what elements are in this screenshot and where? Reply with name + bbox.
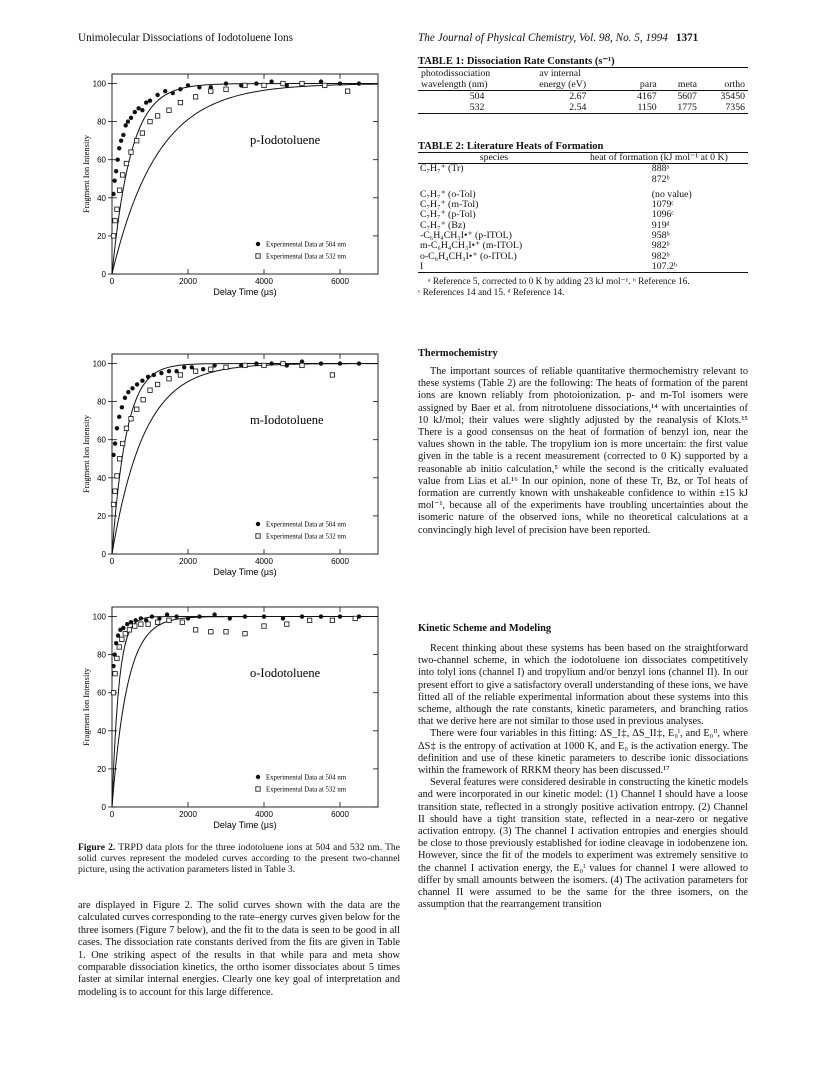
data-point-532nm: [193, 95, 197, 99]
data-point-532nm: [155, 382, 159, 386]
table1-cell: 1775: [677, 102, 697, 113]
data-point-532nm: [124, 161, 128, 165]
data-point-504nm: [121, 133, 125, 137]
legend-label-532nm: Experimental Data at 532 nm: [266, 253, 347, 261]
y-axis-label: Fragment Ion Intensity: [81, 135, 91, 213]
data-point-532nm: [141, 398, 145, 402]
data-point-504nm: [120, 405, 124, 409]
data-point-504nm: [111, 192, 115, 196]
data-point-532nm: [178, 373, 182, 377]
table1-row: [418, 91, 748, 103]
x-axis-label: Delay Time (µs): [213, 567, 277, 577]
panel-label: o-Iodotoluene: [250, 666, 321, 680]
section-paragraph: Several features were considered desirable in constructing the kinetic models and were incorporated in our kinetic model: (1) Channel I should have a loose transition state, reflected in a strongly positive activation entropy. (2) Channel II should have a tight transition state, reflected in a near-zero or negative activation entropy. (3) The channel I activation entropies and energies should be close to those previously established for iodine cleavage in iodobenzene ion. However, since the fit of the models to experiment was extremely sensitive to the channel I activation energy, the E₀ᴵ values for channel I were allowed to differ by small amounts between the isomers. (4) The activation parameters for channel II were assumed to be the same for the three isomers, on the assumption that the rearrangement transition: [418, 777, 748, 911]
data-point-532nm: [285, 622, 289, 626]
data-point-504nm: [121, 626, 125, 630]
table1-head-row-1: [418, 68, 748, 80]
data-point-532nm: [115, 207, 119, 211]
table2-footnote: ᶜ References 14 and 15. ᵈ Reference 14.: [418, 288, 565, 299]
table1-cell: 2.54: [569, 102, 587, 113]
data-point-532nm: [353, 616, 357, 620]
data-point-532nm: [113, 218, 117, 222]
data-point-504nm: [159, 371, 163, 375]
y-tick-label: 60: [97, 435, 106, 445]
data-point-504nm: [212, 612, 216, 616]
data-point-504nm: [130, 386, 134, 390]
data-point-532nm: [178, 100, 182, 104]
x-tick-label: 2000: [179, 277, 197, 286]
section-heading: Thermochemistry: [418, 348, 498, 359]
figure-caption: [78, 842, 400, 875]
x-tick-label: 0: [109, 277, 115, 286]
table2-value: 107.2ᵇ: [651, 260, 677, 272]
data-point-504nm: [140, 378, 144, 382]
data-point-532nm: [243, 363, 247, 367]
table2-species: C₇H₇⁺ (p-Tol): [420, 209, 476, 221]
running-header-right: [418, 32, 698, 44]
y-tick-label: 0: [101, 270, 106, 279]
x-axis-label: Delay Time (µs): [213, 287, 277, 297]
x-axis-label: Delay Time (µs): [213, 820, 277, 830]
data-point-532nm: [345, 89, 349, 93]
data-point-532nm: [300, 81, 304, 85]
data-point-532nm: [281, 81, 285, 85]
table1-head: [700, 68, 748, 80]
legend-marker-532nm: [256, 254, 260, 258]
data-point-504nm: [155, 93, 159, 97]
data-point-504nm: [119, 138, 123, 142]
data-point-504nm: [112, 178, 116, 182]
legend-label-504nm: Experimental Data at 504 nm: [266, 521, 347, 529]
data-point-504nm: [319, 614, 323, 618]
chart-svg: [78, 585, 408, 835]
legend-marker-504nm: [256, 242, 260, 246]
data-point-504nm: [338, 361, 342, 365]
table2-footnote: ᵃ Reference 5, corrected to 0 K by adding 23 kJ mol⁻¹. ᵇ Reference 16.: [428, 277, 690, 288]
table1-grid: [418, 67, 748, 114]
data-point-532nm: [148, 119, 152, 123]
data-point-504nm: [201, 367, 205, 371]
figure-panel-m-iodotoluene: [78, 332, 408, 582]
table2-value: (no value): [651, 188, 692, 200]
data-point-532nm: [262, 363, 266, 367]
data-point-504nm: [150, 614, 154, 618]
table2: [418, 141, 748, 299]
data-point-532nm: [167, 377, 171, 381]
table2-species: I: [420, 260, 424, 272]
data-point-504nm: [148, 98, 152, 102]
data-point-504nm: [165, 612, 169, 616]
table2-species: C₇H₇⁺ (o-Tol): [420, 188, 476, 200]
section-paragraph: The important sources of reliable quantitative thermochemistry relevant to these systems (Table 2) are the following: The heats of formation of the parent ions are known reliably from photoionization. p- and m-Tol isomers were assigned by Baer et al. from nitrotoluene dissociations,¹⁴ with uncertainties of 10 kJ/mol; their values were slightly adjusted by the reanalysis of Klots.¹⁵ There is a good consensus on the heat of formation of benzyl ion, near the values shown in the table. The tropylium ion is more uncertain: the first value given in the table is a recent measurement (corrected to 0 K) supported by a reasonable ab initio calculation,⁵ while the second is the critically evaluated value from Lias et al.¹⁶ In our opinion, none of these Tr, Bz, or Tol heats of formation are currently known with unshakeable confidence to within ±15 kJ mol⁻¹, because all of the experiments have troubling uncertainties about the isomeric nature of the observed ions, while no theoretical calculations at a convincingly high level of precision have been reported.: [418, 366, 748, 536]
y-tick-label: 20: [97, 764, 106, 774]
y-axis-label: Fragment Ion Intensity: [81, 668, 91, 746]
data-point-504nm: [197, 85, 201, 89]
data-point-532nm: [224, 87, 228, 91]
data-point-504nm: [139, 616, 143, 620]
table1-cell: 1150: [637, 102, 657, 113]
table1-row: [418, 102, 748, 114]
data-point-504nm: [243, 614, 247, 618]
data-point-504nm: [126, 119, 130, 123]
table1-cell: 532: [469, 102, 485, 113]
legend-label-504nm: Experimental Data at 504 nm: [266, 241, 347, 249]
data-point-532nm: [224, 630, 228, 634]
data-point-504nm: [152, 373, 156, 377]
table2-head: species: [479, 152, 509, 163]
data-point-532nm: [193, 369, 197, 373]
table2-value: 872ᵇ: [651, 173, 670, 185]
data-point-504nm: [163, 89, 167, 93]
data-point-504nm: [300, 614, 304, 618]
data-point-504nm: [133, 110, 137, 114]
data-point-532nm: [243, 631, 247, 635]
table2-value: 919ᵈ: [651, 219, 670, 231]
table2-species: [418, 175, 570, 188]
legend-marker-532nm: [256, 534, 260, 538]
data-point-532nm: [209, 89, 213, 93]
y-tick-label: 80: [97, 650, 106, 660]
data-point-532nm: [167, 618, 171, 622]
x-tick-label: 2000: [179, 557, 197, 566]
y-tick-label: 100: [92, 612, 106, 622]
figure-panel-o-iodotoluene: [78, 585, 408, 835]
table1: [418, 55, 748, 114]
running-header-left: Unimolecular Dissociations of Iodotoluene Ions: [78, 32, 294, 44]
data-point-532nm: [117, 457, 121, 461]
data-point-532nm: [135, 138, 139, 142]
y-tick-label: 80: [97, 117, 106, 127]
data-point-532nm: [117, 645, 121, 649]
table1-cell: 7356: [725, 102, 745, 113]
table1-title: TABLE 1: Dissociation Rate Constants (s⁻¹): [418, 56, 615, 67]
data-point-504nm: [281, 616, 285, 620]
table2-body: [418, 164, 748, 273]
table1-cell: 504: [469, 91, 485, 102]
legend-label-504nm: Experimental Data at 504 nm: [266, 774, 347, 782]
data-point-504nm: [123, 123, 127, 127]
y-tick-label: 60: [97, 155, 106, 165]
data-point-532nm: [124, 426, 128, 430]
data-point-504nm: [178, 87, 182, 91]
left-column-paragraph: are displayed in Figure 2. The solid curves shown with the data are the calculated curves corresponding to the rate–energy curves given below for the three isomers (Figure 7 below), and the fit to the data is seen to be good in all cases. The dissociation rate constants derived from the fits are given in Table 1. One striking aspect of the results in that while para and meta show comparable dissociation kinetics, the ortho isomer dissociates about 5 times faster at similar internal energies. Clearly one key goal of interpretation and modeling is to account for this large difference.: [78, 900, 400, 998]
data-point-532nm: [135, 407, 139, 411]
data-point-504nm: [144, 100, 148, 104]
chart-svg: [78, 52, 408, 302]
table2-species: m-C₆H₄CH₃I•⁺ (m-ITOL): [420, 240, 523, 252]
data-point-504nm: [171, 91, 175, 95]
figure-caption-label: Figure 2.: [78, 842, 116, 853]
data-point-504nm: [357, 361, 361, 365]
data-point-532nm: [155, 620, 159, 624]
data-point-504nm: [111, 453, 115, 457]
data-point-532nm: [330, 618, 334, 622]
table1-head: [619, 68, 659, 80]
data-point-532nm: [115, 656, 119, 660]
data-point-532nm: [120, 441, 124, 445]
data-point-504nm: [197, 614, 201, 618]
section-paragraph: There were four variables in this fitting: ΔS_I‡, ΔS_II‡, E₀ᴵ, and E₀ᴵᴵ, where ΔS‡ is the entropy of activation at 1000 K, and E₀ is the activation energy. The definition and use of these kinetic parameters to describe ionic dissociations within the framework of RRKM theory has been discussed.¹⁷: [418, 728, 748, 777]
table1-head: para: [639, 79, 657, 90]
figure-caption-text: TRPD data plots for the three iodotoluene ions at 504 and 532 nm. The solid curves represent the modeled curves according to the present two-channel picture, using the activation parameters listed in Table 3.: [78, 842, 400, 875]
table2-head: heat of formation (kJ mol⁻¹ at 0 K): [589, 152, 728, 163]
data-point-504nm: [117, 146, 121, 150]
y-tick-label: 60: [97, 688, 106, 698]
data-point-504nm: [114, 169, 118, 173]
data-point-504nm: [174, 614, 178, 618]
table1-head: ortho: [724, 79, 745, 90]
x-tick-label: 4000: [255, 277, 273, 286]
panel-label: m-Iodotoluene: [250, 413, 324, 427]
legend-label-532nm: Experimental Data at 532 nm: [266, 533, 347, 541]
table1-head: meta: [677, 79, 697, 90]
data-point-504nm: [136, 106, 140, 110]
data-point-532nm: [133, 624, 137, 628]
data-point-504nm: [116, 158, 120, 162]
data-point-504nm: [133, 618, 137, 622]
data-point-532nm: [323, 83, 327, 87]
table2-value: 1079ᶜ: [651, 199, 674, 211]
data-point-504nm: [167, 369, 171, 373]
legend-label-532nm: Experimental Data at 532 nm: [266, 786, 347, 794]
x-tick-label: 6000: [331, 810, 349, 819]
data-point-532nm: [243, 83, 247, 87]
section-kinetic-scheme: [418, 623, 748, 911]
data-point-504nm: [129, 116, 133, 120]
data-point-532nm: [127, 628, 131, 632]
table2-species: o-C₆H₄CH₃I•⁺ (o-ITOL): [420, 250, 517, 262]
data-point-532nm: [224, 365, 228, 369]
data-point-504nm: [186, 616, 190, 620]
x-tick-label: 4000: [255, 557, 273, 566]
data-point-532nm: [115, 474, 119, 478]
data-point-504nm: [224, 81, 228, 85]
panel-label: p-Iodotoluene: [250, 133, 321, 147]
data-point-532nm: [148, 388, 152, 392]
data-point-504nm: [117, 415, 121, 419]
data-point-532nm: [123, 631, 127, 635]
y-tick-label: 40: [97, 726, 106, 736]
data-point-504nm: [254, 361, 258, 365]
table2-species: -C₆H₄CH₃I•⁺ (p-ITOL): [420, 230, 512, 242]
x-tick-label: 0: [109, 810, 115, 819]
data-point-504nm: [111, 664, 115, 668]
data-point-532nm: [193, 628, 197, 632]
data-point-532nm: [111, 691, 115, 695]
y-tick-label: 100: [92, 359, 106, 369]
data-point-532nm: [129, 150, 133, 154]
x-tick-label: 6000: [331, 557, 349, 566]
data-point-504nm: [338, 81, 342, 85]
x-tick-label: 0: [109, 557, 115, 566]
y-tick-label: 0: [101, 803, 106, 812]
data-point-532nm: [262, 624, 266, 628]
x-tick-label: 2000: [179, 810, 197, 819]
section-heading: Kinetic Scheme and Modeling: [418, 623, 552, 634]
table1-cell: 5607: [677, 91, 697, 102]
y-tick-label: 100: [92, 79, 106, 89]
table2-value: 982ᵇ: [651, 240, 670, 252]
data-point-532nm: [155, 114, 159, 118]
data-point-532nm: [111, 502, 115, 506]
table1-head: av internal: [539, 68, 581, 79]
data-point-504nm: [123, 396, 127, 400]
data-point-532nm: [139, 622, 143, 626]
data-point-504nm: [338, 614, 342, 618]
legend-marker-504nm: [256, 775, 260, 779]
data-point-532nm: [120, 173, 124, 177]
data-point-532nm: [281, 361, 285, 365]
table2-species: C₇H₇⁺ (Bz): [420, 219, 466, 231]
table2-species: C₇H₇⁺ (Tr): [420, 163, 464, 175]
table1-head-row-2: [418, 79, 748, 91]
y-tick-label: 20: [97, 231, 106, 241]
data-point-532nm: [209, 367, 213, 371]
y-tick-label: 80: [97, 397, 106, 407]
table2-row: [418, 210, 748, 220]
journal-citation: The Journal of Physical Chemistry, Vol. 98, No. 5, 1994: [418, 32, 668, 44]
section-thermochemistry: [418, 348, 748, 537]
y-tick-label: 40: [97, 193, 106, 203]
data-point-532nm: [113, 489, 117, 493]
data-point-504nm: [269, 79, 273, 83]
table2-head-row: [418, 153, 748, 164]
y-axis-label: Fragment Ion Intensity: [81, 415, 91, 493]
data-point-504nm: [126, 390, 130, 394]
legend-marker-504nm: [256, 522, 260, 526]
data-point-504nm: [115, 426, 119, 430]
data-point-504nm: [228, 616, 232, 620]
data-point-504nm: [262, 614, 266, 618]
data-point-532nm: [307, 618, 311, 622]
x-tick-label: 4000: [255, 810, 273, 819]
section-paragraph: Recent thinking about these systems has been based on the straightforward two-channel scheme, in which the iodotoluene ion dissociates competitively into tolyl ions (channel I) and tropylium and/or benzyl ions (channel II). In our present effort to give a satisfactory overall understanding of these ions, we have fitted all of the reliable experimental information about these systems into this scheme, although the rate constants, kinetic parameters, and branching ratios that we derive here are not similar to those used in previous analyses.: [418, 643, 748, 728]
table1-head: wavelength (nm): [421, 79, 488, 90]
data-point-504nm: [254, 81, 258, 85]
table1-head: photodissociation: [421, 68, 491, 79]
data-point-504nm: [113, 441, 117, 445]
data-point-532nm: [146, 622, 150, 626]
table2-row: [418, 175, 748, 188]
y-tick-label: 20: [97, 511, 106, 521]
figure-panel-p-iodotoluene: [78, 52, 408, 302]
table2-value: 1096ᶜ: [651, 209, 674, 221]
data-point-532nm: [262, 83, 266, 87]
data-point-532nm: [140, 131, 144, 135]
table2-value: 958ᵇ: [651, 230, 670, 242]
table2-row: [418, 164, 748, 175]
data-point-504nm: [182, 365, 186, 369]
data-point-504nm: [357, 81, 361, 85]
data-point-532nm: [120, 637, 124, 641]
data-point-504nm: [146, 375, 150, 379]
x-tick-label: 6000: [331, 277, 349, 286]
page-number: 1371: [675, 32, 699, 44]
y-tick-label: 40: [97, 473, 106, 483]
data-point-532nm: [209, 630, 213, 634]
data-point-504nm: [269, 361, 273, 365]
table1-head: [660, 68, 700, 80]
data-point-504nm: [186, 83, 190, 87]
data-point-532nm: [111, 234, 115, 238]
table2-species: C₇H₇⁺ (m-Tol): [420, 199, 479, 211]
data-point-532nm: [300, 363, 304, 367]
table2-row: [418, 252, 748, 262]
data-point-504nm: [135, 382, 139, 386]
table2-footnotes: [418, 277, 748, 299]
table1-cell: 35450: [720, 91, 745, 102]
table2-grid: [418, 152, 748, 273]
data-point-532nm: [167, 108, 171, 112]
table2-title: TABLE 2: Literature Heats of Formation: [418, 141, 604, 152]
table1-cell: 4167: [637, 91, 657, 102]
table2-value: 888ᵃ: [651, 163, 670, 175]
data-point-532nm: [129, 417, 133, 421]
data-point-532nm: [330, 373, 334, 377]
data-point-532nm: [180, 620, 184, 624]
data-point-532nm: [113, 671, 117, 675]
table2-row: [418, 262, 748, 273]
table1-cell: 2.67: [569, 91, 587, 102]
data-point-532nm: [117, 188, 121, 192]
data-point-504nm: [319, 361, 323, 365]
data-point-504nm: [125, 622, 129, 626]
chart-svg: [78, 332, 408, 582]
y-tick-label: 0: [101, 550, 106, 559]
table1-head: energy (eV): [539, 79, 587, 90]
legend-marker-532nm: [256, 787, 260, 791]
table2-value: 982ᵇ: [651, 250, 670, 262]
data-point-504nm: [140, 108, 144, 112]
